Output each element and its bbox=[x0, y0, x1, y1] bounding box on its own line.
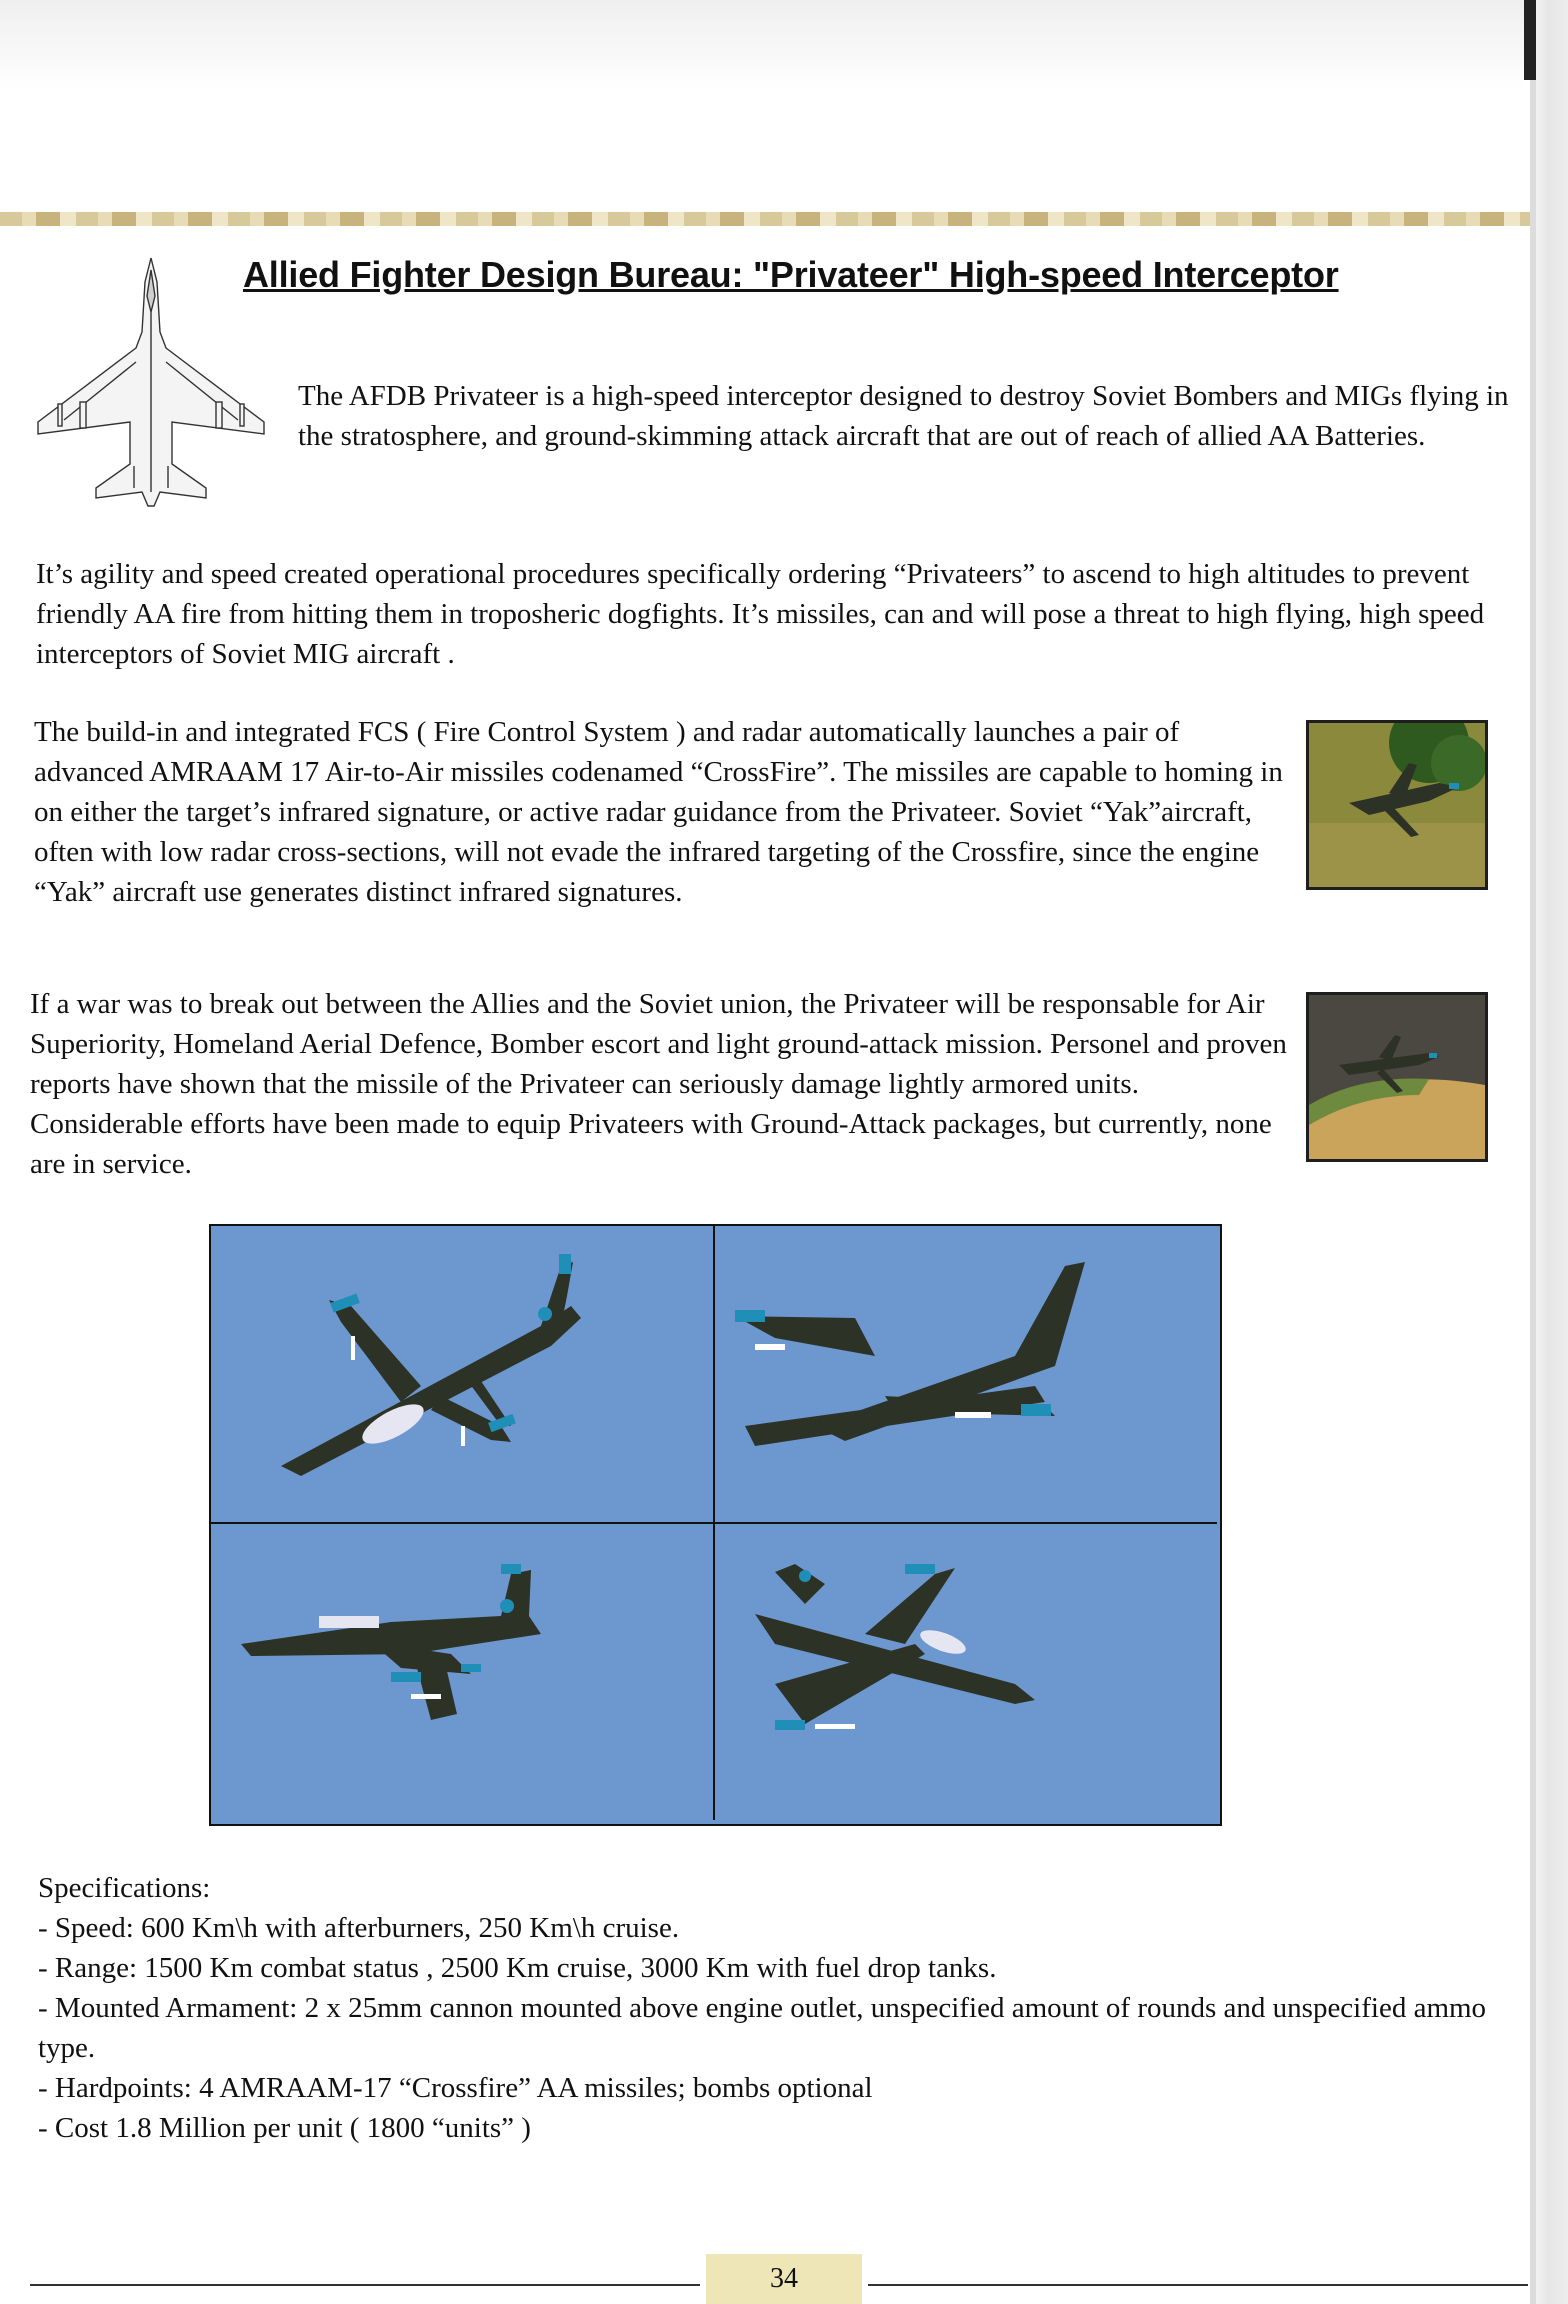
page-number: 34 bbox=[706, 2254, 862, 2304]
specs-heading: Specifications: bbox=[38, 1872, 211, 1904]
war-paragraph: If a war was to break out between the Allies and the Soviet union, the Privateer will be responsable for Air Superiority, Homeland Aerial Defence, Bomber escort and light ground-attack mission. Personel and proven reports have shown that the missile of the Privateer can seriously damage lightly armored units. Considerable efforts have been made to equip Privateers with Ground-Attack packages, but currently, none are in service. bbox=[30, 988, 1287, 1180]
spec-armament: - Mounted Armament: 2 x 25mm cannon mounted above engine outlet, unspecified amount of rounds and unspecified ammo type. bbox=[38, 1992, 1487, 2064]
page-edge bbox=[1530, 80, 1536, 2304]
spec-hardpoints: - Hardpoints: 4 AMRAAM-17 “Crossfire” AA missiles; bombs optional bbox=[38, 2072, 873, 2104]
ingame-screenshot-grass bbox=[1306, 720, 1488, 890]
page-title: Allied Fighter Design Bureau: "Privateer" High-speed Interceptor bbox=[243, 254, 1339, 295]
footer-rule-left bbox=[30, 2284, 700, 2286]
agility-paragraph: It’s agility and speed created operational procedures specifically ordering “Privateers” to ascend to high altitudes to prevent friendly AA fire from hitting them in troposheric dogfights. It’s missiles, can and will pose a threat to high flying, high speed interceptors of Soviet MIG aircraft . bbox=[36, 558, 1485, 670]
spec-range: - Range: 1500 Km combat status , 2500 Km cruise, 3000 Km with fuel drop tanks. bbox=[38, 1952, 997, 1984]
scan-top-shadow bbox=[0, 0, 1524, 90]
specifications-block bbox=[38, 1868, 1518, 2148]
scan-right-margin bbox=[1536, 0, 1568, 2304]
render-view-bottom-right bbox=[715, 1524, 1217, 1820]
ingame-screenshot-coast bbox=[1306, 992, 1488, 1162]
render-view-top-left bbox=[211, 1226, 715, 1524]
header-banner-stripe bbox=[0, 212, 1530, 226]
render-view-bottom-left bbox=[211, 1524, 715, 1820]
fcs-paragraph: The build-in and integrated FCS ( Fire Control System ) and radar automatically launches a pair of advanced AMRAAM 17 Air-to-Air missiles codenamed “CrossFire”. The missiles are capable to homing in on either the target’s infrared signature, or active radar guidance from the Privateer. Soviet “Yak”aircraft, often with low radar cross-sections, will not evade the infrared targeting of the Crossfire, since the engine “Yak” aircraft use generates distinct infrared signatures. bbox=[34, 716, 1283, 908]
footer-rule-right bbox=[868, 2284, 1528, 2286]
spec-speed: - Speed: 600 Km\h with afterburners, 250 Km\h cruise. bbox=[38, 1912, 680, 1944]
render-view-top-right bbox=[715, 1226, 1217, 1524]
model-render-grid bbox=[209, 1224, 1222, 1826]
spec-cost: - Cost 1.8 Million per unit ( 1800 “units” ) bbox=[38, 2112, 531, 2144]
aircraft-schematic-illustration bbox=[24, 252, 278, 514]
intro-paragraph: The AFDB Privateer is a high-speed interceptor designed to destroy Soviet Bombers and MIGs flying in the stratosphere, and ground-skimming attack aircraft that are out of reach of allied AA Batteries. bbox=[298, 380, 1509, 452]
